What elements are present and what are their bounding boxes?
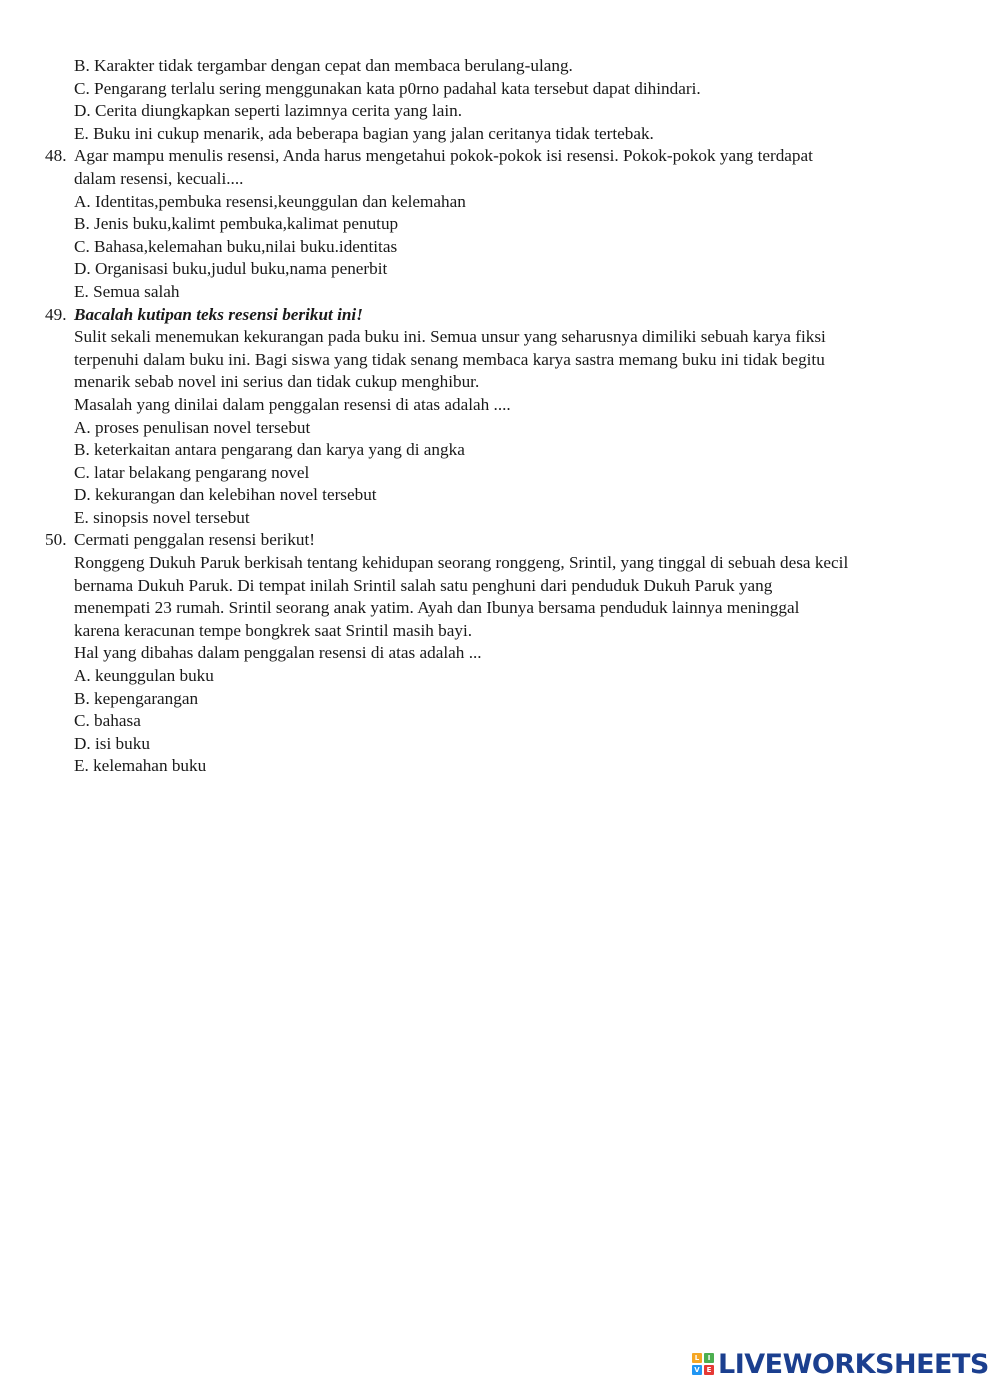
logo-tile: V xyxy=(692,1365,702,1375)
logo-tile: I xyxy=(704,1353,714,1363)
q49-instruction xyxy=(45,304,965,327)
q50-instruction-text: Cermati penggalan resensi berikut! xyxy=(74,530,316,550)
q50-question: Hal yang dibahas dalam penggalan resensi di atas adalah ... xyxy=(74,643,482,663)
liveworksheets-logo xyxy=(692,1348,989,1380)
q50-number: 50. xyxy=(45,530,67,550)
q48-number: 48. xyxy=(45,146,67,166)
q49-option-c: C. latar belakang pengarang novel xyxy=(74,462,310,482)
q49-number: 49. xyxy=(45,304,67,324)
q49-option-e: E. sinopsis novel tersebut xyxy=(74,507,250,527)
worksheet-content xyxy=(45,55,965,778)
q49-option-d: D. kekurangan dan kelebihan novel tersebut xyxy=(74,485,377,505)
logo-tiles-icon xyxy=(692,1353,714,1375)
q48-option-c: C. Bahasa,kelemahan buku,nilai buku.identitas xyxy=(74,236,398,256)
q47-option-e: E. Buku ini cukup menarik, ada beberapa bagian yang jalan ceritanya tidak tertebak. xyxy=(74,123,654,143)
q49-passage-line: Sulit sekali menemukan kekurangan pada buku ini. Semua unsur yang seharusnya dimiliki sebuah karya fiksi xyxy=(74,327,826,347)
q49-instruction-text: Bacalah kutipan teks resensi berikut ini! xyxy=(74,304,363,324)
q50-passage-line: bernama Dukuh Paruk. Di tempat inilah Srintil salah satu penghuni dari penduduk Dukuh Paruk yang xyxy=(74,575,773,595)
logo-tile: E xyxy=(704,1365,714,1375)
q47-option-d: D. Cerita diungkapkan seperti lazimnya cerita yang lain. xyxy=(74,101,463,121)
q48-option-e: E. Semua salah xyxy=(74,281,180,301)
q50-option-d: D. isi buku xyxy=(74,733,150,753)
q48-question-line2: dalam resensi, kecuali.... xyxy=(74,168,244,188)
logo-tile: L xyxy=(692,1353,702,1363)
q49-option-b: B. keterkaitan antara pengarang dan karya yang di angka xyxy=(74,440,465,460)
q50-passage-line: karena keracunan tempe bongkrek saat Srintil masih bayi. xyxy=(74,620,473,640)
q48-option-d: D. Organisasi buku,judul buku,nama penerbit xyxy=(74,259,388,279)
logo-text: LIVEWORKSHEETS xyxy=(718,1348,989,1380)
q50-option-b: B. kepengarangan xyxy=(74,688,199,708)
q48-question xyxy=(45,145,965,168)
q50-option-e: E. kelemahan buku xyxy=(74,756,207,776)
q47-option-b: B. Karakter tidak tergambar dengan cepat dan membaca berulang-ulang. xyxy=(74,56,573,75)
q50-passage-line: menempati 23 rumah. Srintil seorang anak yatim. Ayah dan Ibunya bersama penduduk lainnya meninggal xyxy=(74,598,800,618)
q49-option-a: A. proses penulisan novel tersebut xyxy=(74,417,311,437)
q49-passage-line: menarik sebab novel ini serius dan tidak cukup menghibur. xyxy=(74,372,480,392)
q50-option-c: C. bahasa xyxy=(74,711,141,731)
q50-instruction xyxy=(45,529,965,552)
q48-question-line1: Agar mampu menulis resensi, Anda harus mengetahui pokok-pokok isi resensi. Pokok-pokok yang terdapat xyxy=(74,146,813,166)
q47-option-c: C. Pengarang terlalu sering menggunakan kata p0rno padahal kata tersebut dapat dihindari. xyxy=(74,78,701,98)
q49-passage-line: terpenuhi dalam buku ini. Bagi siswa yang tidak senang membaca karya sastra memang buku ini tidak begitu xyxy=(74,349,825,369)
q48-option-b: B. Jenis buku,kalimt pembuka,kalimat penutup xyxy=(74,214,399,234)
q50-option-a: A. keunggulan buku xyxy=(74,666,214,686)
q49-question: Masalah yang dinilai dalam penggalan resensi di atas adalah .... xyxy=(74,394,511,414)
q48-option-a: A. Identitas,pembuka resensi,keunggulan dan kelemahan xyxy=(74,191,466,211)
q50-passage-line: Ronggeng Dukuh Paruk berkisah tentang kehidupan seorang ronggeng, Srintil, yang tinggal di sebuah desa kecil xyxy=(74,553,849,573)
